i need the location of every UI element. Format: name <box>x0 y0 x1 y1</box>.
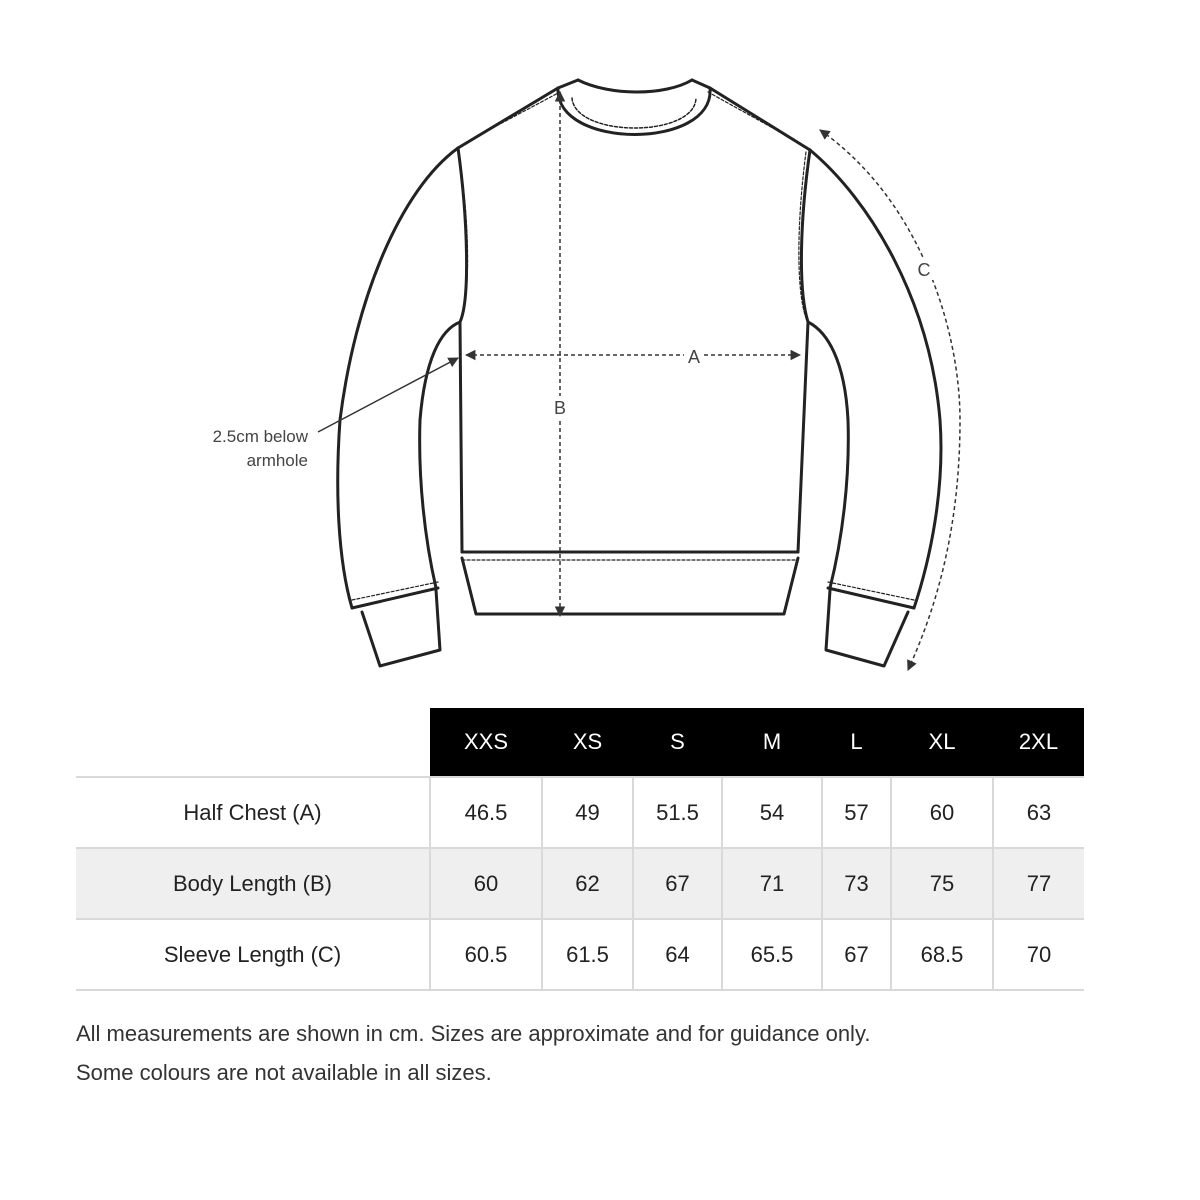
table-cell: 49 <box>542 777 633 848</box>
table-cell: 71 <box>722 848 822 919</box>
table-row <box>76 777 1084 848</box>
table-cell: 62 <box>542 848 633 919</box>
armhole-note-line2: armhole <box>246 451 308 470</box>
armhole-note <box>150 425 308 473</box>
disclaimer-line1: All measurements are shown in cm. Sizes are approximate and for guidance only. <box>76 1021 871 1046</box>
table-cell: 75 <box>891 848 993 919</box>
row-label-sleeve-length: Sleeve Length (C) <box>76 919 430 990</box>
size-header-xl: XL <box>891 708 993 777</box>
table-cell: 60 <box>891 777 993 848</box>
table-cell: 51.5 <box>633 777 722 848</box>
size-header-xxs: XXS <box>430 708 542 777</box>
table-cell: 46.5 <box>430 777 542 848</box>
table-cell: 65.5 <box>722 919 822 990</box>
label-a: A <box>687 347 701 367</box>
table-cell: 77 <box>993 848 1084 919</box>
size-header-s: S <box>633 708 722 777</box>
size-header-l: L <box>822 708 891 777</box>
table-cell: 54 <box>722 777 822 848</box>
table-cell: 63 <box>993 777 1084 848</box>
measurement-disclaimer <box>76 1014 1136 1092</box>
size-header-row <box>76 708 1084 777</box>
table-cell: 57 <box>822 777 891 848</box>
header-blank-cell <box>76 708 430 777</box>
row-label-body-length: Body Length (B) <box>76 848 430 919</box>
table-row <box>76 919 1084 990</box>
table-cell: 60.5 <box>430 919 542 990</box>
table-row <box>76 848 1084 919</box>
armhole-note-line1: 2.5cm below <box>212 427 308 446</box>
label-b: B <box>553 398 567 418</box>
note-pointer-line <box>318 358 458 432</box>
table-cell: 64 <box>633 919 722 990</box>
size-chart-table <box>76 708 1084 991</box>
disclaimer-line2: Some colours are not available in all sizes. <box>76 1060 492 1085</box>
table-cell: 67 <box>633 848 722 919</box>
table-cell: 61.5 <box>542 919 633 990</box>
size-header-2xl: 2XL <box>993 708 1084 777</box>
table-cell: 73 <box>822 848 891 919</box>
table-cell: 70 <box>993 919 1084 990</box>
row-label-half-chest: Half Chest (A) <box>76 777 430 848</box>
table-cell: 68.5 <box>891 919 993 990</box>
size-header-m: M <box>722 708 822 777</box>
label-c: C <box>917 260 931 280</box>
table-cell: 67 <box>822 919 891 990</box>
table-cell: 60 <box>430 848 542 919</box>
size-header-xs: XS <box>542 708 633 777</box>
